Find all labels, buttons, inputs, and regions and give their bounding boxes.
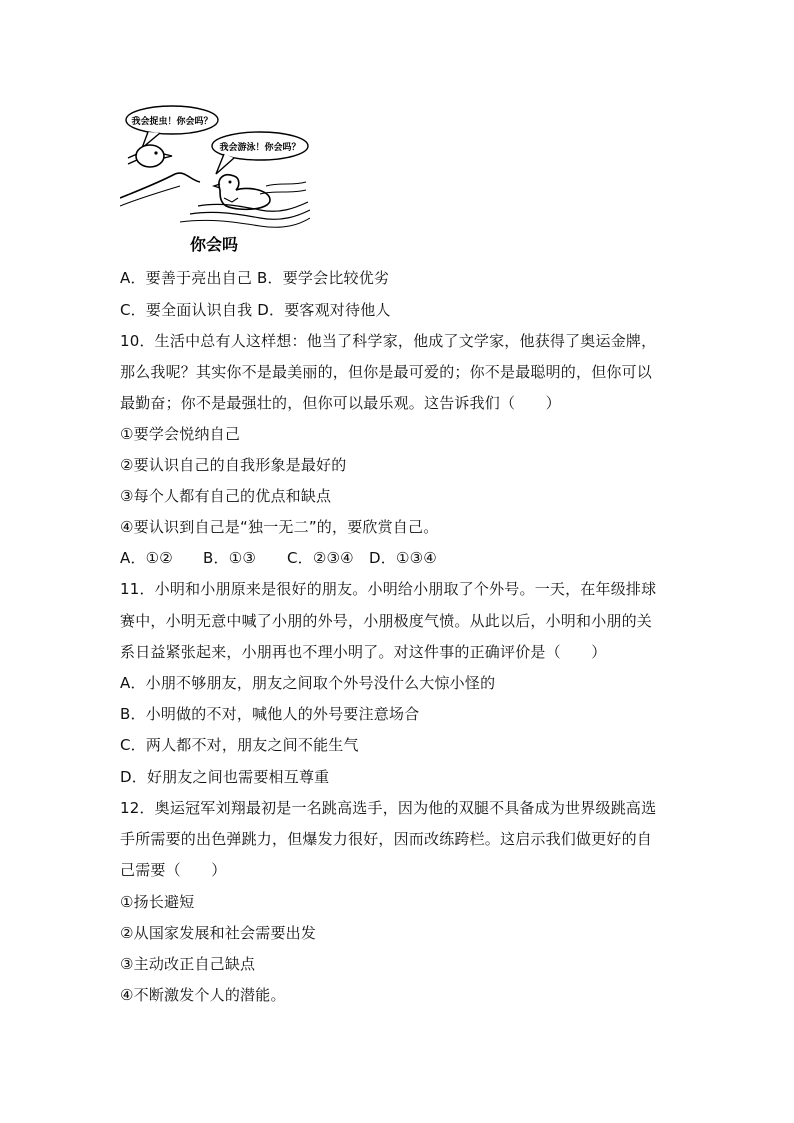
q12-stem-line-1: 12．奥运冠军刘翔最初是一名跳高选手，因为他的双腿不具备成为世界级跳高选: [120, 799, 657, 817]
q12-stem-line-3: 己需要（ ）: [120, 861, 227, 879]
q10-item-4: ④要认识到自己是“独一无二”的，要欣赏自己。: [120, 518, 439, 536]
cartoon-figure: [120, 98, 310, 258]
q10-option-a: A．①②: [120, 549, 173, 567]
q10-option-d: D．①③④: [369, 549, 437, 567]
q10-option-b: B．①③: [203, 549, 256, 567]
q10-item-2: ②要认识自己的自我形象是最好的: [120, 456, 347, 474]
q11-stem-line-1: 11．小明和小朋原来是很好的朋友。小明给小朋取了个外号。一天，在年级排球: [120, 580, 657, 598]
q11-stem-line-2: 赛中，小明无意中喊了小朋的外号，小朋极度气愤。从此以后，小明和小朋的关: [120, 612, 653, 630]
q11-option-d: D．好朋友之间也需要相互尊重: [120, 768, 330, 786]
q9-options-row-2: C．要全面认识自我 D．要客观对待他人: [120, 301, 391, 319]
q9-options-row-1: A．要善于亮出自己 B．要学会比较优劣: [120, 269, 390, 287]
q12-item-1: ①扬长避短: [120, 893, 195, 911]
q12-item-3: ③主动改正自己缺点: [120, 955, 256, 973]
q10-options: [120, 548, 437, 568]
q12-item-2: ②从国家发展和社会需要出发: [120, 924, 317, 942]
bubble-1-text: 我会捉虫！你会吗？: [131, 117, 213, 127]
ground-line-2: [120, 186, 180, 206]
q12-item-4: ④不断激发个人的潜能。: [120, 986, 286, 1004]
q11-option-b: B．小明做的不对，喊他人的外号要注意场合: [120, 705, 420, 723]
bubble-2-text: 我会游泳！你会吗？: [219, 143, 301, 153]
q10-item-1: ①要学会悦纳自己: [120, 425, 241, 443]
bubble-2-tail: [216, 154, 234, 174]
q10-stem-line-2: 那么我呢？其实你不是最美丽的，但你是最可爱的；你不是最聪明的，但你可以: [120, 363, 653, 381]
q10-stem-line-3: 最勤奋；你不是最强壮的，但你可以最乐观。这告诉我们（ ）: [120, 394, 561, 412]
q11-option-a: A．小朋不够朋友，朋友之间取个外号没什么大惊小怪的: [120, 674, 496, 692]
q10-item-3: ③每个人都有自己的优点和缺点: [120, 487, 332, 505]
ground-line: [120, 173, 200, 198]
q11-stem-line-3: 系日益紧张起来，小朋再也不理小明了。对这件事的正确评价是（ ）: [120, 643, 607, 661]
q12-stem-line-2: 手所需要的出色弹跳力，但爆发力很好，因而改练跨栏。这启示我们做更好的自: [120, 830, 653, 848]
q11-option-c: C．两人都不对，朋友之间不能生气: [120, 736, 359, 754]
bird-icon: [128, 145, 172, 167]
figure-caption: 你会吗: [189, 235, 239, 254]
q10-stem-line-1: 10．生活中总有人这样想：他当了科学家，他成了文学家，他获得了奥运金牌，: [120, 332, 657, 350]
q10-option-c: C．②③④: [287, 549, 354, 567]
